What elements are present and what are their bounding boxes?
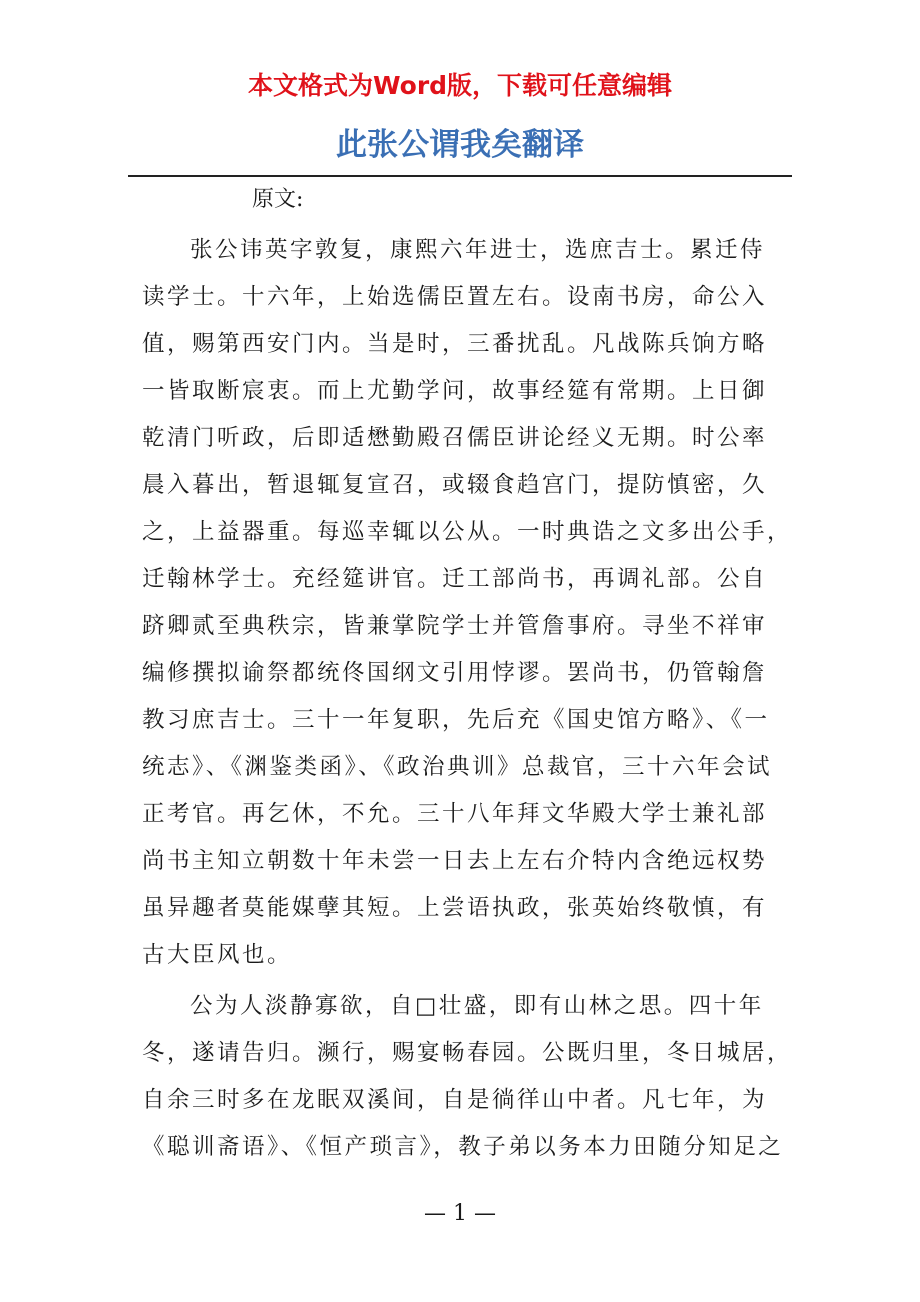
text-line: 张公讳英字敦复，康熙六年进士，选庶吉士。累迁侍 xyxy=(190,237,766,263)
text-line: 之，上益器重。每巡幸辄以公从。一时典诰之文多出公手， xyxy=(142,519,793,545)
section-label: 原文: xyxy=(252,187,304,212)
text-line: 正考官。再乞休，不允。三十八年拜文华殿大学士兼礼部 xyxy=(142,801,768,827)
document-body xyxy=(142,227,793,1171)
text-line: 乾清门听政，后即适懋勤殿召儒臣讲论经义无期。时公率 xyxy=(142,425,768,451)
text-line: 一皆取断宸衷。而上尤勤学问，故事经筵有常期。上日御 xyxy=(142,378,768,404)
text-line: 统志》、《渊鉴类函》、《政治典训》总裁官，三十六年会试 xyxy=(142,754,773,780)
format-notice-banner: 本文格式为Word版，下载可任意编辑 xyxy=(247,71,673,100)
document-title: 此张公谓我矣翻译 xyxy=(336,127,584,163)
text-line: 《聪训斋语》、《恒产琐言》，教子弟以务本力田随分知足之 xyxy=(142,1134,784,1160)
text-line: 虽异趣者莫能媒孽其短。上尝语执政，张英始终敬慎，有 xyxy=(142,895,768,921)
paragraph-1 xyxy=(142,227,793,979)
text-line: 古大臣风也。 xyxy=(142,942,293,968)
title-divider xyxy=(128,175,792,177)
text-line: 跻卿贰至典秩宗，皆兼掌院学士并管詹事府。寻坐不祥审 xyxy=(142,613,768,639)
text-line: 值，赐第西安门内。当是时，三番扰乱。凡战陈兵饷方略 xyxy=(142,331,768,357)
text-line: 晨入暮出，暂退辄复宣召，或辍食趋宫门，提防慎密，久 xyxy=(142,472,768,498)
text-line: 读学士。十六年，上始选儒臣置左右。设南书房，命公入 xyxy=(142,284,768,310)
paragraph-2 xyxy=(142,983,793,1171)
text-line: 迁翰林学士。充经筵讲官。迁工部尚书，再调礼部。公自 xyxy=(142,566,768,592)
text-line: 编修撰拟谕祭都统佟国纲文引用悖谬。罢尚书，仍管翰詹 xyxy=(142,660,768,686)
text-line: 自余三时多在龙眠双溪间，自是徜徉山中者。凡七年，为 xyxy=(142,1087,768,1113)
text-line: 尚书主知立朝数十年未尝一日去上左右介特内含绝远权势 xyxy=(142,848,768,874)
text-line: 教习庶吉士。三十一年复职，先后充《国史馆方略》、《一 xyxy=(142,707,770,733)
text-line: 公为人淡静寡欲，自□壮盛，即有山林之思。四十年 xyxy=(190,993,764,1019)
text-line: 冬，遂请告归。濒行，赐宴畅春园。公既归里，冬日城居， xyxy=(142,1040,793,1066)
page-number: — 1 — xyxy=(424,1201,496,1226)
